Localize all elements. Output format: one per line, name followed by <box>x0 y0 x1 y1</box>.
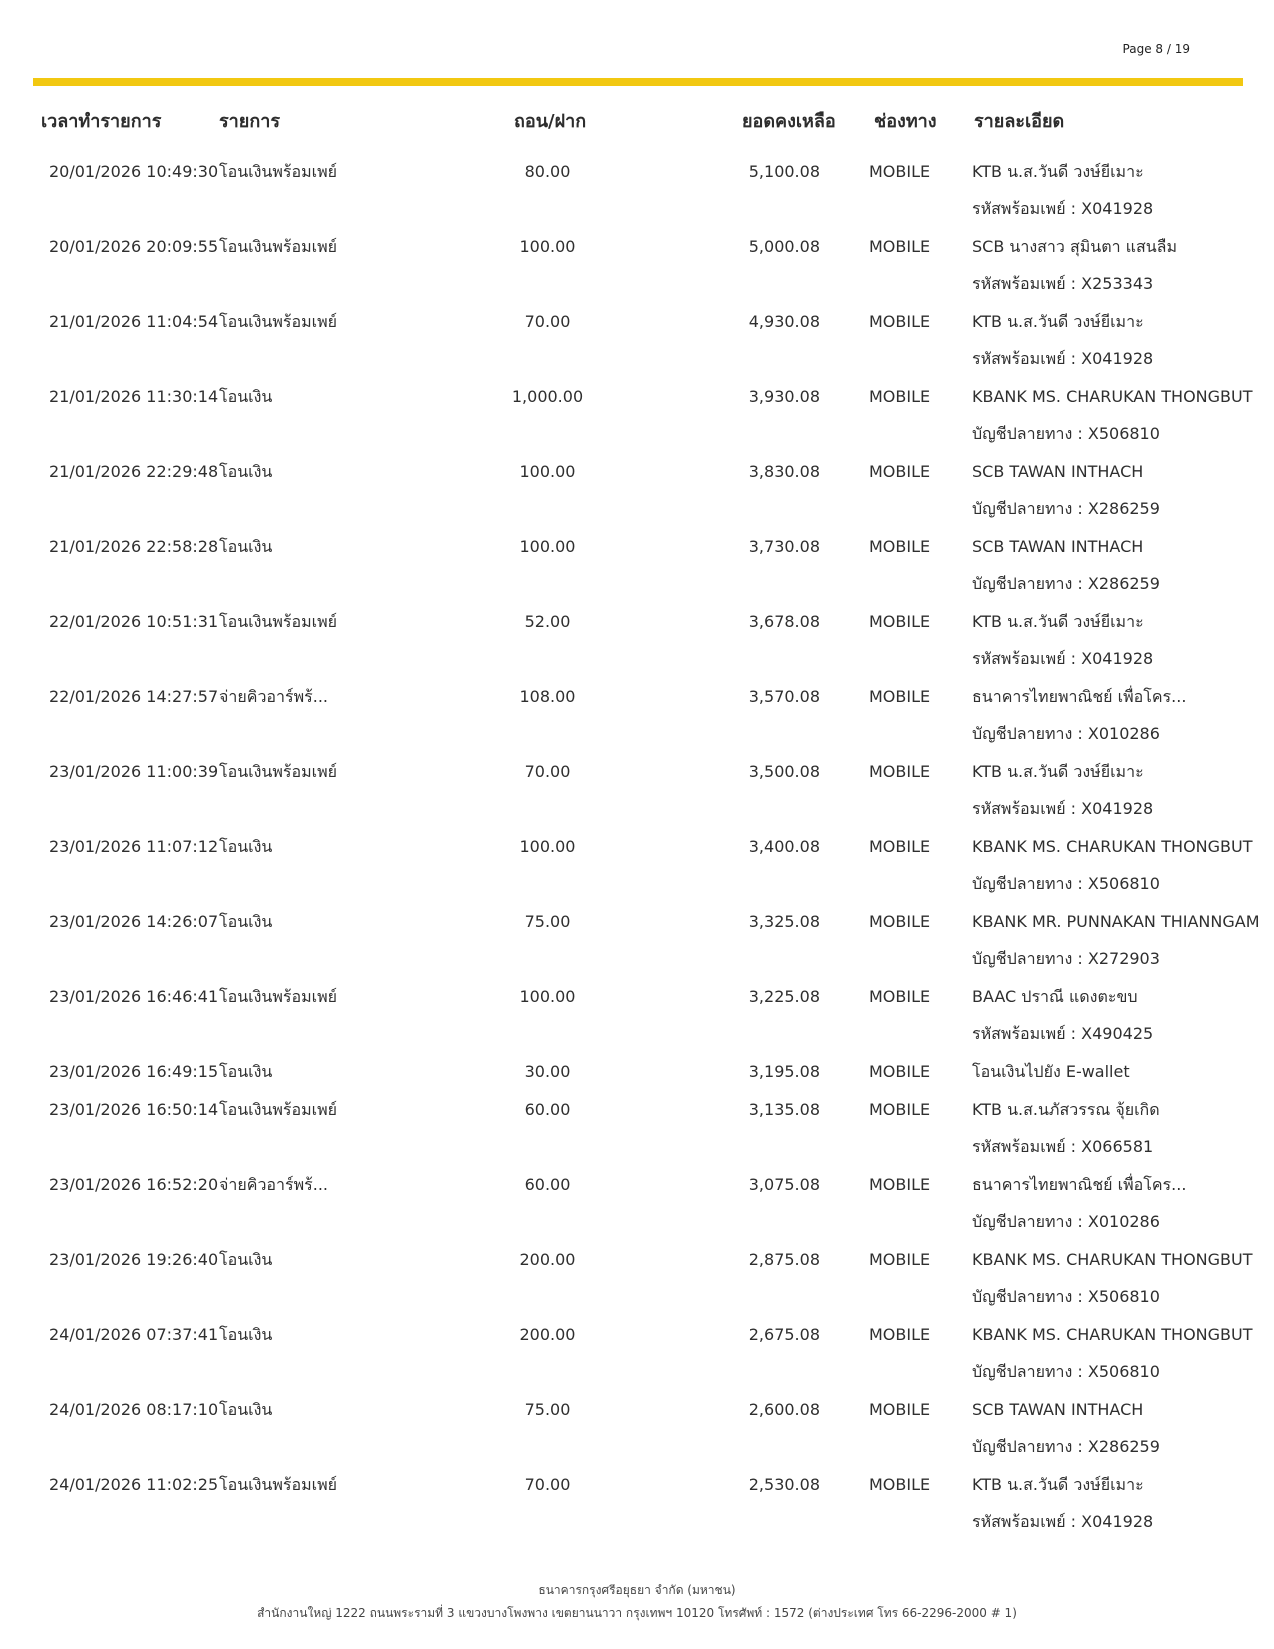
transaction-time: 21/01/2026 22:58:28 <box>49 537 219 556</box>
transaction-amount: 200.00 <box>519 1325 576 1344</box>
transaction-description: โอนเงินพร้อมเพย์ <box>219 1475 338 1494</box>
column-header-channel: ช่องทาง <box>874 111 937 132</box>
transaction-balance: 3,135.08 <box>748 1100 820 1119</box>
transaction-balance: 2,530.08 <box>748 1475 820 1494</box>
transaction-description: โอนเงินพร้อมเพย์ <box>219 987 338 1006</box>
transaction-description: จ่ายคิวอาร์พร้... <box>219 687 329 706</box>
table-row <box>0 1473 1274 1545</box>
transaction-time: 23/01/2026 16:52:20 <box>49 1175 219 1194</box>
transaction-detail-reference: บัญชีปลายทาง : X010286 <box>972 1212 1160 1231</box>
transaction-amount: 100.00 <box>519 537 576 556</box>
transaction-time: 23/01/2026 16:46:41 <box>49 987 219 1006</box>
transaction-balance: 3,195.08 <box>748 1062 820 1081</box>
transaction-balance: 3,325.08 <box>748 912 820 931</box>
table-row <box>0 760 1274 832</box>
transaction-amount: 200.00 <box>519 1250 576 1269</box>
header-accent-bar <box>33 78 1243 86</box>
table-row <box>0 235 1274 307</box>
transaction-detail-reference: บัญชีปลายทาง : X272903 <box>972 949 1160 968</box>
transaction-description: โอนเงิน <box>219 1250 273 1269</box>
transaction-channel: MOBILE <box>869 1175 931 1194</box>
transaction-channel: MOBILE <box>869 912 931 931</box>
table-row <box>0 535 1274 607</box>
transaction-balance: 4,930.08 <box>748 312 820 331</box>
transaction-description: โอนเงิน <box>219 912 273 931</box>
table-row <box>0 1323 1274 1395</box>
transaction-amount: 70.00 <box>524 762 571 781</box>
transaction-channel: MOBILE <box>869 462 931 481</box>
table-row <box>0 685 1274 757</box>
transaction-detail-reference: รหัสพร้อมเพย์ : X041928 <box>972 649 1154 668</box>
transaction-amount: 70.00 <box>524 312 571 331</box>
column-header-description: รายการ <box>219 111 280 132</box>
transaction-time: 23/01/2026 16:50:14 <box>49 1100 219 1119</box>
transaction-time: 20/01/2026 20:09:55 <box>49 237 219 256</box>
transaction-detail-reference: บัญชีปลายทาง : X506810 <box>972 874 1160 893</box>
transaction-description: โอนเงิน <box>219 462 273 481</box>
transaction-description: โอนเงินพร้อมเพย์ <box>219 162 338 181</box>
transaction-description: โอนเงิน <box>219 1325 273 1344</box>
transaction-detail: KTB น.ส.วันดี วงษ์ยีเมาะ <box>972 312 1144 331</box>
transaction-description: โอนเงินพร้อมเพย์ <box>219 612 338 631</box>
page-number: Page 8 / 19 <box>1122 42 1190 56</box>
transaction-channel: MOBILE <box>869 387 931 406</box>
transaction-detail-reference: บัญชีปลายทาง : X286259 <box>972 1437 1160 1456</box>
footer-address: สำนักงานใหญ่ 1222 ถนนพระรามที่ 3 แขวงบางโพงพาง เขตยานนาวา กรุงเทพฯ 10120 โทรศัพท์ : 1572 (ต่างประเทศ โทร 66-2296-2000 # 1) <box>257 1606 1017 1620</box>
transaction-detail-reference: บัญชีปลายทาง : X286259 <box>972 574 1160 593</box>
table-row <box>0 1098 1274 1170</box>
transaction-time: 23/01/2026 11:00:39 <box>49 762 219 781</box>
transaction-amount: 60.00 <box>524 1100 571 1119</box>
transaction-balance: 2,675.08 <box>748 1325 820 1344</box>
transaction-amount: 80.00 <box>524 162 571 181</box>
transaction-balance: 3,400.08 <box>748 837 820 856</box>
transaction-amount: 108.00 <box>519 687 576 706</box>
table-row <box>0 985 1274 1057</box>
transaction-description: จ่ายคิวอาร์พร้... <box>219 1175 329 1194</box>
table-row <box>0 835 1274 907</box>
transaction-balance: 3,730.08 <box>748 537 820 556</box>
transaction-description: โอนเงิน <box>219 1062 273 1081</box>
transaction-amount: 100.00 <box>519 987 576 1006</box>
transaction-description: โอนเงินพร้อมเพย์ <box>219 312 338 331</box>
transaction-detail: KBANK MR. PUNNAKAN THIANNGAM <box>972 912 1260 931</box>
transaction-detail-reference: รหัสพร้อมเพย์ : X490425 <box>972 1024 1154 1043</box>
transaction-detail: KTB น.ส.วันดี วงษ์ยีเมาะ <box>972 612 1144 631</box>
transaction-description: โอนเงิน <box>219 837 273 856</box>
transaction-detail: KTB น.ส.วันดี วงษ์ยีเมาะ <box>972 162 1144 181</box>
transaction-balance: 5,100.08 <box>748 162 820 181</box>
transaction-channel: MOBILE <box>869 687 931 706</box>
transaction-time: 21/01/2026 11:04:54 <box>49 312 219 331</box>
transaction-balance: 3,678.08 <box>748 612 820 631</box>
transaction-detail: KTB น.ส.นภัสวรรณ จุ้ยเกิด <box>972 1100 1160 1119</box>
transaction-amount: 75.00 <box>524 1400 571 1419</box>
transaction-channel: MOBILE <box>869 1400 931 1419</box>
transaction-channel: MOBILE <box>869 612 931 631</box>
transaction-detail: ธนาคารไทยพาณิชย์ เพื่อโคร... <box>972 687 1187 706</box>
transaction-balance: 5,000.08 <box>748 237 820 256</box>
transaction-balance: 3,225.08 <box>748 987 820 1006</box>
transaction-detail-reference: บัญชีปลายทาง : X286259 <box>972 499 1160 518</box>
transaction-channel: MOBILE <box>869 837 931 856</box>
transaction-balance: 3,930.08 <box>748 387 820 406</box>
table-row <box>0 160 1274 232</box>
transaction-channel: MOBILE <box>869 312 931 331</box>
transaction-time: 21/01/2026 11:30:14 <box>49 387 219 406</box>
column-header-balance: ยอดคงเหลือ <box>742 111 836 132</box>
transaction-detail: SCB TAWAN INTHACH <box>972 537 1144 556</box>
transaction-detail: KBANK MS. CHARUKAN THONGBUT <box>972 1325 1253 1344</box>
table-row <box>0 385 1274 457</box>
footer-bank-name: ธนาคารกรุงศรีอยุธยา จำกัด (มหาชน) <box>538 1583 736 1597</box>
transaction-detail: SCB TAWAN INTHACH <box>972 462 1144 481</box>
transaction-detail-reference: รหัสพร้อมเพย์ : X041928 <box>972 349 1154 368</box>
transaction-balance: 3,570.08 <box>748 687 820 706</box>
table-row <box>0 1248 1274 1320</box>
transaction-detail: KBANK MS. CHARUKAN THONGBUT <box>972 837 1253 856</box>
transaction-time: 23/01/2026 16:49:15 <box>49 1062 219 1081</box>
transaction-description: โอนเงิน <box>219 537 273 556</box>
transaction-channel: MOBILE <box>869 1325 931 1344</box>
transaction-detail: ธนาคารไทยพาณิชย์ เพื่อโคร... <box>972 1175 1187 1194</box>
transaction-detail-reference: รหัสพร้อมเพย์ : X253343 <box>972 274 1154 293</box>
transaction-detail-reference: รหัสพร้อมเพย์ : X041928 <box>972 199 1154 218</box>
transaction-description: โอนเงินพร้อมเพย์ <box>219 1100 338 1119</box>
table-row <box>0 1398 1274 1470</box>
transaction-description: โอนเงินพร้อมเพย์ <box>219 762 338 781</box>
transaction-amount: 100.00 <box>519 237 576 256</box>
transaction-description: โอนเงิน <box>219 387 273 406</box>
transaction-channel: MOBILE <box>869 1062 931 1081</box>
transaction-time: 23/01/2026 19:26:40 <box>49 1250 219 1269</box>
transaction-amount: 1,000.00 <box>511 387 584 406</box>
transaction-time: 20/01/2026 10:49:30 <box>49 162 219 181</box>
table-row <box>0 910 1274 982</box>
transaction-detail: BAAC ปราณี แดงตะขบ <box>972 987 1138 1006</box>
transaction-balance: 2,600.08 <box>748 1400 820 1419</box>
transaction-amount: 52.00 <box>524 612 571 631</box>
transaction-channel: MOBILE <box>869 762 931 781</box>
transaction-detail-reference: รหัสพร้อมเพย์ : X066581 <box>972 1137 1154 1156</box>
transaction-balance: 3,830.08 <box>748 462 820 481</box>
transaction-amount: 100.00 <box>519 837 576 856</box>
transaction-channel: MOBILE <box>869 1475 931 1494</box>
transaction-detail: KTB น.ส.วันดี วงษ์ยีเมาะ <box>972 762 1144 781</box>
transaction-time: 22/01/2026 10:51:31 <box>49 612 219 631</box>
transaction-detail-reference: บัญชีปลายทาง : X010286 <box>972 724 1160 743</box>
transaction-balance: 2,875.08 <box>748 1250 820 1269</box>
transaction-time: 23/01/2026 11:07:12 <box>49 837 219 856</box>
transaction-amount: 30.00 <box>524 1062 571 1081</box>
table-row <box>0 1173 1274 1245</box>
transaction-channel: MOBILE <box>869 537 931 556</box>
transaction-time: 24/01/2026 11:02:25 <box>49 1475 219 1494</box>
transaction-time: 24/01/2026 07:37:41 <box>49 1325 219 1344</box>
column-header-amount: ถอน/ฝาก <box>514 111 587 132</box>
transaction-detail-reference: รหัสพร้อมเพย์ : X041928 <box>972 799 1154 818</box>
table-row <box>0 310 1274 382</box>
transaction-detail-reference: บัญชีปลายทาง : X506810 <box>972 1362 1160 1381</box>
transaction-detail-reference: รหัสพร้อมเพย์ : X041928 <box>972 1512 1154 1531</box>
transaction-detail-reference: บัญชีปลายทาง : X506810 <box>972 1287 1160 1306</box>
transaction-time: 21/01/2026 22:29:48 <box>49 462 219 481</box>
transaction-detail: KTB น.ส.วันดี วงษ์ยีเมาะ <box>972 1475 1144 1494</box>
transaction-amount: 100.00 <box>519 462 576 481</box>
transaction-channel: MOBILE <box>869 237 931 256</box>
column-header-time: เวลาทำรายการ <box>41 111 162 132</box>
transaction-channel: MOBILE <box>869 162 931 181</box>
transaction-amount: 60.00 <box>524 1175 571 1194</box>
transaction-time: 24/01/2026 08:17:10 <box>49 1400 219 1419</box>
transaction-channel: MOBILE <box>869 987 931 1006</box>
transaction-channel: MOBILE <box>869 1100 931 1119</box>
transaction-detail: SCB นางสาว สุมินตา แสนลืม <box>972 237 1178 256</box>
transaction-time: 22/01/2026 14:27:57 <box>49 687 219 706</box>
transaction-detail: KBANK MS. CHARUKAN THONGBUT <box>972 387 1253 406</box>
transaction-amount: 75.00 <box>524 912 571 931</box>
transaction-time: 23/01/2026 14:26:07 <box>49 912 219 931</box>
transaction-balance: 3,500.08 <box>748 762 820 781</box>
column-header-detail: รายละเอียด <box>974 111 1065 132</box>
transaction-detail-reference: บัญชีปลายทาง : X506810 <box>972 424 1160 443</box>
transaction-amount: 70.00 <box>524 1475 571 1494</box>
transaction-detail: SCB TAWAN INTHACH <box>972 1400 1144 1419</box>
transaction-detail: KBANK MS. CHARUKAN THONGBUT <box>972 1250 1253 1269</box>
transaction-description: โอนเงินพร้อมเพย์ <box>219 237 338 256</box>
transaction-balance: 3,075.08 <box>748 1175 820 1194</box>
transaction-channel: MOBILE <box>869 1250 931 1269</box>
table-row <box>0 610 1274 682</box>
table-row <box>0 460 1274 532</box>
transaction-description: โอนเงิน <box>219 1400 273 1419</box>
transaction-detail: โอนเงินไปยัง E-wallet <box>972 1062 1130 1081</box>
